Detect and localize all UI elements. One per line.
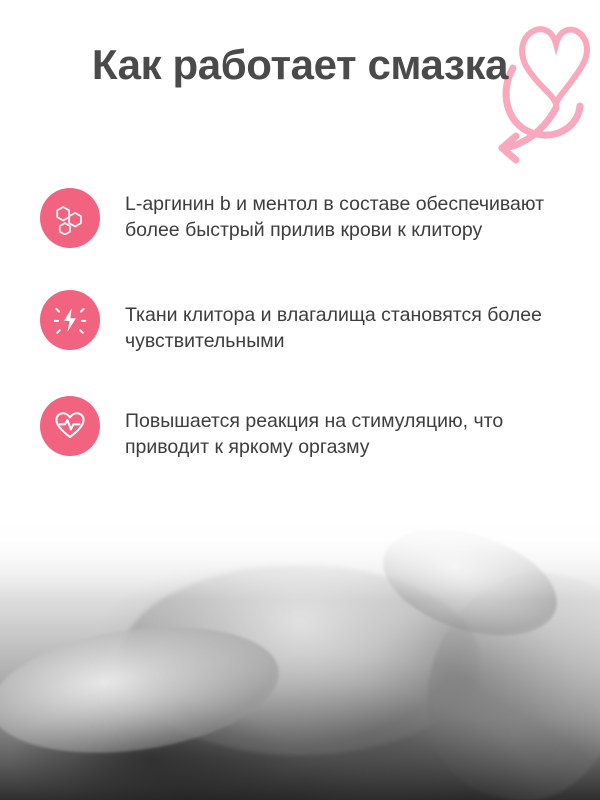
molecule-icon	[40, 188, 100, 248]
photo-top-fade	[0, 510, 600, 600]
photo-hands-on-body	[0, 510, 600, 800]
list-item-label: Ткани клитора и влагалища становятся более чувствительными	[125, 304, 542, 353]
list-item	[40, 288, 570, 354]
list-item-label: Повышается реакция на стимуляцию, что приводит к яркому оргазму	[125, 410, 504, 459]
heart-pulse-icon	[40, 396, 100, 456]
list-item-label: L-аргинин b и ментол в составе обеспечивают более быстрый прилив крови к клитору	[125, 193, 545, 242]
list-item	[40, 186, 570, 248]
list-item	[40, 394, 570, 460]
lightning-bolt-icon	[40, 290, 100, 350]
page-title: Как работает смазка	[91, 41, 509, 88]
feature-list	[40, 186, 570, 501]
